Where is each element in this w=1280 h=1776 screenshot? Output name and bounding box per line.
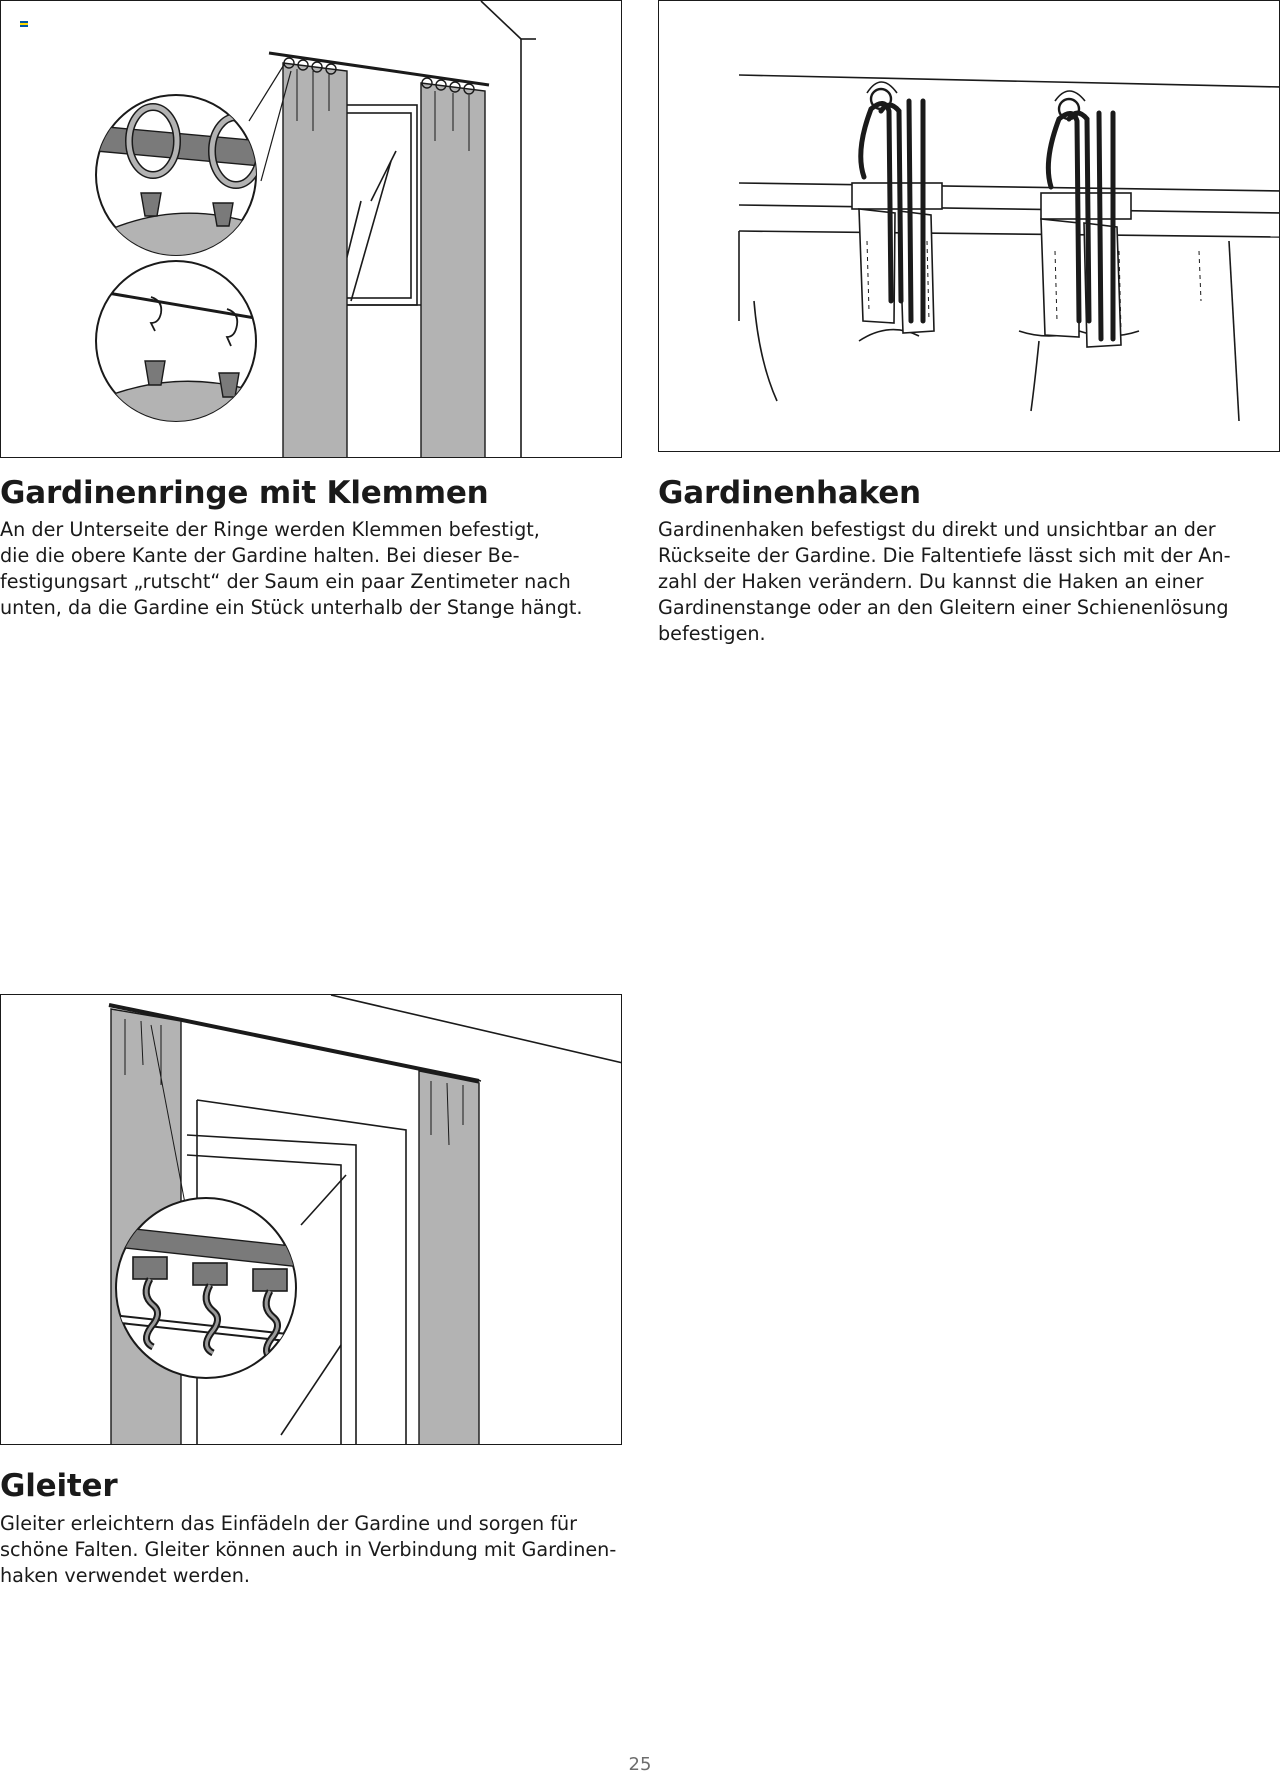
text-gliders [0, 1511, 616, 1589]
text-line: schöne Falten. Gleiter können auch in Verbindung mit Gardinen- [0, 1538, 617, 1561]
heading-hooks: Gardinenhaken [658, 475, 921, 511]
text-line: Gleiter erleichtern das Einfädeln der Gardine und sorgen für [0, 1512, 578, 1535]
text-line: festigungsart „rutscht“ der Saum ein paar Zentimeter nach [0, 570, 571, 593]
text-line: befestigen. [658, 622, 766, 645]
illustration-curtain-hooks [658, 0, 1280, 452]
heading-rings: Gardinenringe mit Klemmen [0, 475, 489, 511]
text-line: An der Unterseite der Ringe werden Klemmen befestigt, [0, 518, 540, 541]
text-line: Gardinenhaken befestigst du direkt und unsichtbar an der [658, 518, 1216, 541]
gliders-drawing [1, 995, 622, 1445]
text-line: zahl der Haken verändern. Du kannst die Haken an einer [658, 570, 1204, 593]
page-number: 25 [628, 1754, 652, 1775]
illustration-curtain-gliders [0, 994, 622, 1445]
text-line: haken verwendet werden. [0, 1564, 251, 1587]
rings-drawing [1, 1, 622, 458]
text-line: die die obere Kante der Gardine halten. Bei dieser Be- [0, 544, 520, 567]
heading-gliders: Gleiter [0, 1468, 118, 1504]
illustration-curtain-rings-clips [0, 0, 622, 458]
text-rings [0, 517, 583, 621]
text-line: Gardinenstange oder an den Gleitern einer Schienenlösung [658, 596, 1229, 619]
hooks-drawing [659, 1, 1280, 452]
text-hooks [658, 517, 1231, 647]
text-line: unten, da die Gardine ein Stück unterhalb der Stange hängt. [0, 596, 583, 619]
text-line: Rückseite der Gardine. Die Faltentiefe lässt sich mit der An- [658, 544, 1231, 567]
